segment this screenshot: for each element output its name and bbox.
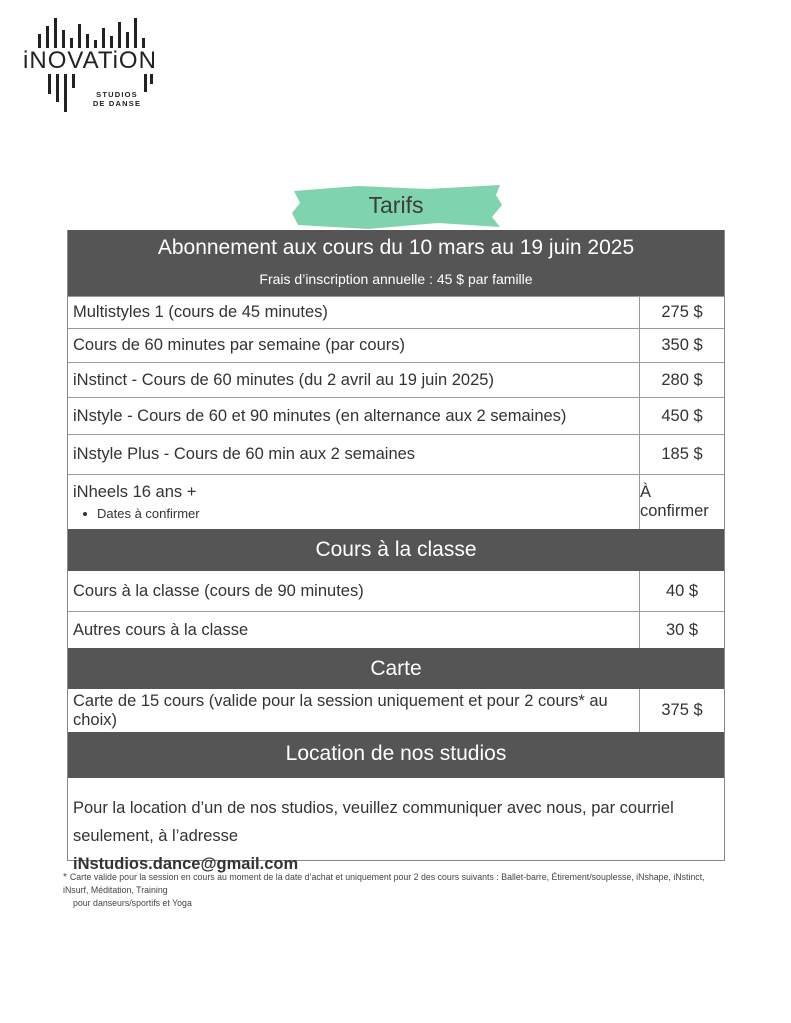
row-price: 185 $ — [639, 435, 724, 474]
carte-header — [68, 648, 724, 689]
row-label: Multistyles 1 (cours de 45 minutes) — [73, 303, 328, 321]
row-label: iNstyle - Cours de 60 et 90 minutes (en alternance aux 2 semaines) — [73, 406, 567, 425]
row-price: 375 $ — [639, 689, 724, 732]
table-row — [68, 328, 724, 362]
row-label: Cours de 60 minutes par semaine (par cours) — [73, 336, 405, 354]
row-price: 40 $ — [639, 571, 724, 611]
classe-heading: Cours à la classe — [315, 538, 477, 561]
carte-heading: Carte — [370, 657, 422, 680]
row-price: 275 $ — [639, 297, 724, 328]
table-row — [68, 296, 724, 328]
row-price: À confirmer — [639, 475, 724, 529]
abonnement-header — [68, 230, 724, 296]
logo-wordmark: iNOVATiON — [23, 47, 157, 74]
row-label: Autres cours à la classe — [73, 620, 249, 639]
table-row — [68, 611, 724, 648]
row-price: 350 $ — [639, 329, 724, 362]
tarifs-title-block — [288, 183, 504, 231]
footnote-star: * — [63, 872, 67, 883]
table-row-heels — [68, 474, 724, 529]
row-label: iNheels 16 ans + — [73, 483, 197, 501]
logo — [20, 12, 160, 112]
table-row — [68, 434, 724, 474]
table-row — [68, 397, 724, 434]
footnote — [63, 871, 728, 910]
table-row — [68, 362, 724, 397]
logo-subtitle — [82, 90, 152, 108]
row-label: Carte de 15 cours (valide pour la session uniquement et pour 2 cours* au choix) — [73, 691, 608, 729]
location-text: Pour la location d’un de nos studios, veuillez communiquer avec nous, par courriel seulement, à l’adresse — [73, 799, 674, 845]
logo-subtitle-line2: DE DANSE — [92, 99, 142, 108]
classe-header — [68, 529, 724, 571]
row-price: 30 $ — [639, 612, 724, 648]
table-row — [68, 571, 724, 611]
location-body — [68, 778, 724, 873]
footnote-line1: Carte valide pour la session en cours au moment de la date d’achat et uniquement pour 2 des cours suivants : Ballet-barre, Étirement/souplesse, iNshape, iNstinct, iNsurf, Méditation, Training — [63, 872, 705, 895]
location-header — [68, 732, 724, 778]
table-row — [68, 689, 724, 732]
abonnement-heading: Abonnement aux cours du 10 mars au 19 juin 2025 — [157, 236, 635, 259]
location-heading: Location de nos studios — [285, 742, 507, 765]
row-label: iNstyle Plus - Cours de 60 min aux 2 semaines — [73, 445, 416, 463]
footnote-line2: pour danseurs/sportifs et Yoga — [73, 898, 192, 908]
row-label: iNstinct - Cours de 60 minutes (du 2 avril au 19 juin 2025) — [73, 370, 494, 389]
location-email[interactable]: iNstudios.dance@gmail.com — [73, 855, 299, 873]
row-label: Cours à la classe (cours de 90 minutes) — [73, 581, 364, 600]
row-price: 280 $ — [639, 363, 724, 397]
logo-subtitle-line1: STUDIOS — [96, 90, 138, 99]
tarifs-table — [67, 230, 725, 873]
row-bullet: Dates à confirmer — [97, 506, 200, 521]
logo-soundwave-top — [34, 12, 152, 48]
row-price: 450 $ — [639, 398, 724, 434]
page-title: Tarifs — [368, 192, 424, 218]
abonnement-subheading: Frais d’inscription annuelle : 45 $ par famille — [259, 271, 533, 287]
bullet-icon — [83, 512, 87, 516]
